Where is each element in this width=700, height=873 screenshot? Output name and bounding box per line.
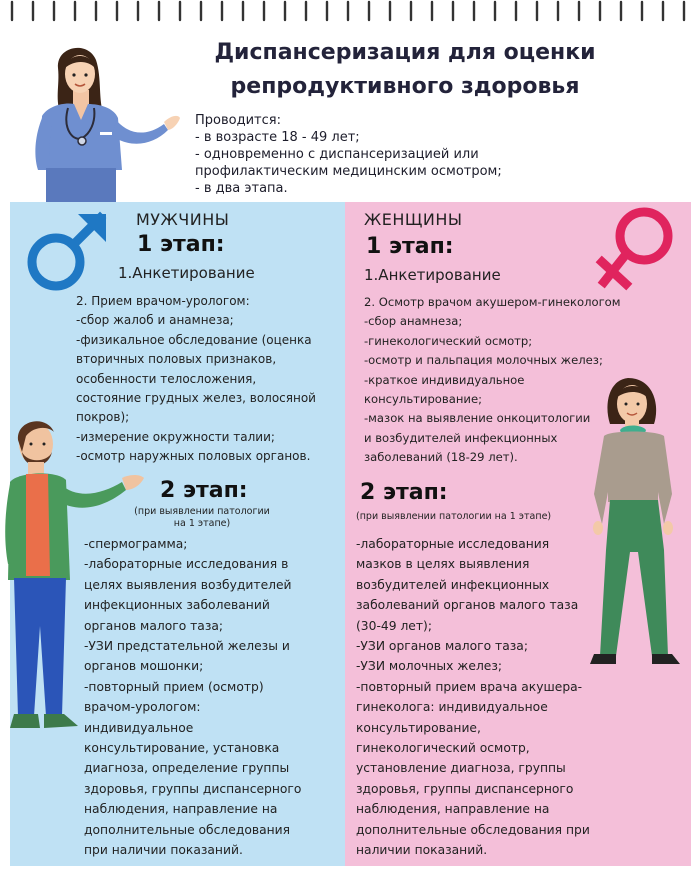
list-item: установление диагноза, группы: [356, 761, 566, 776]
list-item: -УЗИ органов малого таза;: [356, 639, 528, 654]
list-item: гинекологический осмотр,: [356, 741, 530, 756]
woman-illustration: [584, 374, 690, 674]
list-item: -физикальное обследование (оценка: [76, 332, 312, 347]
list-item: -сбор жалоб и анамнеза;: [76, 313, 234, 328]
list-item: наблюдения, направление на: [356, 802, 550, 817]
conducted-heading: Проводится:: [195, 113, 281, 128]
list-item: врачом-урологом:: [84, 700, 201, 715]
list-item: консультирование, установка: [84, 741, 280, 756]
men-stage2-title: 2 этап:: [160, 478, 248, 503]
list-item: состояние грудных желез, волосяной: [76, 391, 316, 406]
list-item: 2. Осмотр врачом акушером-гинекологом: [364, 295, 621, 309]
list-item: -лабораторные исследования: [356, 537, 550, 551]
list-item: и возбудителей инфекционных: [364, 430, 558, 445]
men-stage1-questionnaire: 1.Анкетирование: [118, 264, 255, 282]
list-item: покров);: [76, 410, 130, 425]
list-item: здоровья, группы диспансерного: [84, 781, 302, 796]
women-stage1-list: [364, 293, 621, 468]
list-item: -осмотр и пальпация молочных желез;: [364, 353, 603, 368]
conducted-item: - одновременно с диспансеризацией или: [195, 147, 479, 162]
conducted-item: - в возрасте 18 - 49 лет;: [195, 130, 360, 145]
list-item: консультирование,: [356, 720, 481, 735]
spiral-binding-icon: [0, 0, 700, 26]
list-item: вторичных половых признаков,: [76, 352, 277, 367]
list-item: инфекционных заболеваний: [84, 598, 270, 613]
page-title: Диспансеризация для оценки репродуктивного здоровья: [214, 40, 596, 99]
conducted-item: профилактическим медицинским осмотром;: [195, 164, 502, 179]
women-stage2-title: 2 этап:: [360, 480, 448, 505]
list-item: (30-49 лет);: [356, 618, 432, 633]
list-item: -лабораторные исследования в: [84, 557, 289, 572]
list-item: -повторный прием (осмотр): [84, 679, 264, 694]
list-item: органов мошонки;: [84, 659, 204, 674]
list-item: мазков в целях выявления: [356, 557, 530, 572]
list-item: -УЗИ предстательной железы и: [84, 639, 290, 654]
list-item: -сбор анамнеза;: [364, 314, 463, 329]
list-item: заболеваний органов малого таза: [356, 598, 579, 613]
men-label: МУЖЧИНЫ: [136, 210, 230, 229]
list-item: гинеколога: индивидуальное: [356, 700, 548, 715]
list-item: индивидуальное: [84, 720, 194, 735]
list-item: дополнительные обследования при: [356, 822, 590, 837]
list-item: -гинекологический осмотр;: [364, 333, 533, 348]
list-item: консультирование;: [364, 392, 482, 407]
list-item: диагноза, определение группы: [84, 761, 290, 776]
male-symbol-icon: [20, 208, 112, 296]
women-label: ЖЕНЩИНЫ: [364, 210, 463, 229]
list-item: дополнительные обследования: [84, 822, 291, 837]
man-illustration: [4, 412, 150, 742]
women-stage1-title: 1 этап:: [366, 234, 454, 259]
list-item: -спермограмма;: [84, 537, 188, 551]
list-item: -измерение окружности талии;: [76, 429, 275, 444]
women-stage2-list: [356, 534, 590, 861]
list-item: возбудителей инфекционных: [356, 577, 550, 592]
list-item: особенности телосложения,: [76, 371, 257, 386]
list-item: здоровья, группы диспансерного: [356, 781, 574, 796]
list-item: -мазок на выявление онкоцитологии: [364, 411, 591, 426]
women-stage1-questionnaire: 1.Анкетирование: [364, 266, 501, 284]
female-symbol-icon: [592, 202, 684, 296]
list-item: -повторный прием врача акушера-: [356, 679, 583, 694]
list-item: -краткое индивидуальное: [364, 372, 525, 387]
list-item: при наличии показаний.: [84, 843, 243, 858]
list-item: -осмотр наружных половых органов.: [76, 449, 311, 464]
list-item: заболеваний (18-29 лет).: [364, 450, 518, 465]
men-stage2-note: (при выявлении патологии на 1 этапе): [134, 506, 270, 529]
list-item: органов малого таза;: [84, 618, 224, 633]
list-item: наблюдения, направление на: [84, 802, 278, 817]
men-stage1-title: 1 этап:: [137, 232, 225, 257]
list-item: 2. Прием врачом-урологом:: [76, 294, 250, 308]
list-item: -УЗИ молочных желез;: [356, 659, 503, 674]
list-item: наличии показаний.: [356, 843, 488, 858]
conducted-info: [195, 112, 615, 197]
list-item: целях выявления возбудителей: [84, 577, 292, 592]
women-stage2-note: (при выявлении патологии на 1 этапе): [356, 511, 552, 522]
conducted-item: - в два этапа.: [195, 181, 288, 196]
